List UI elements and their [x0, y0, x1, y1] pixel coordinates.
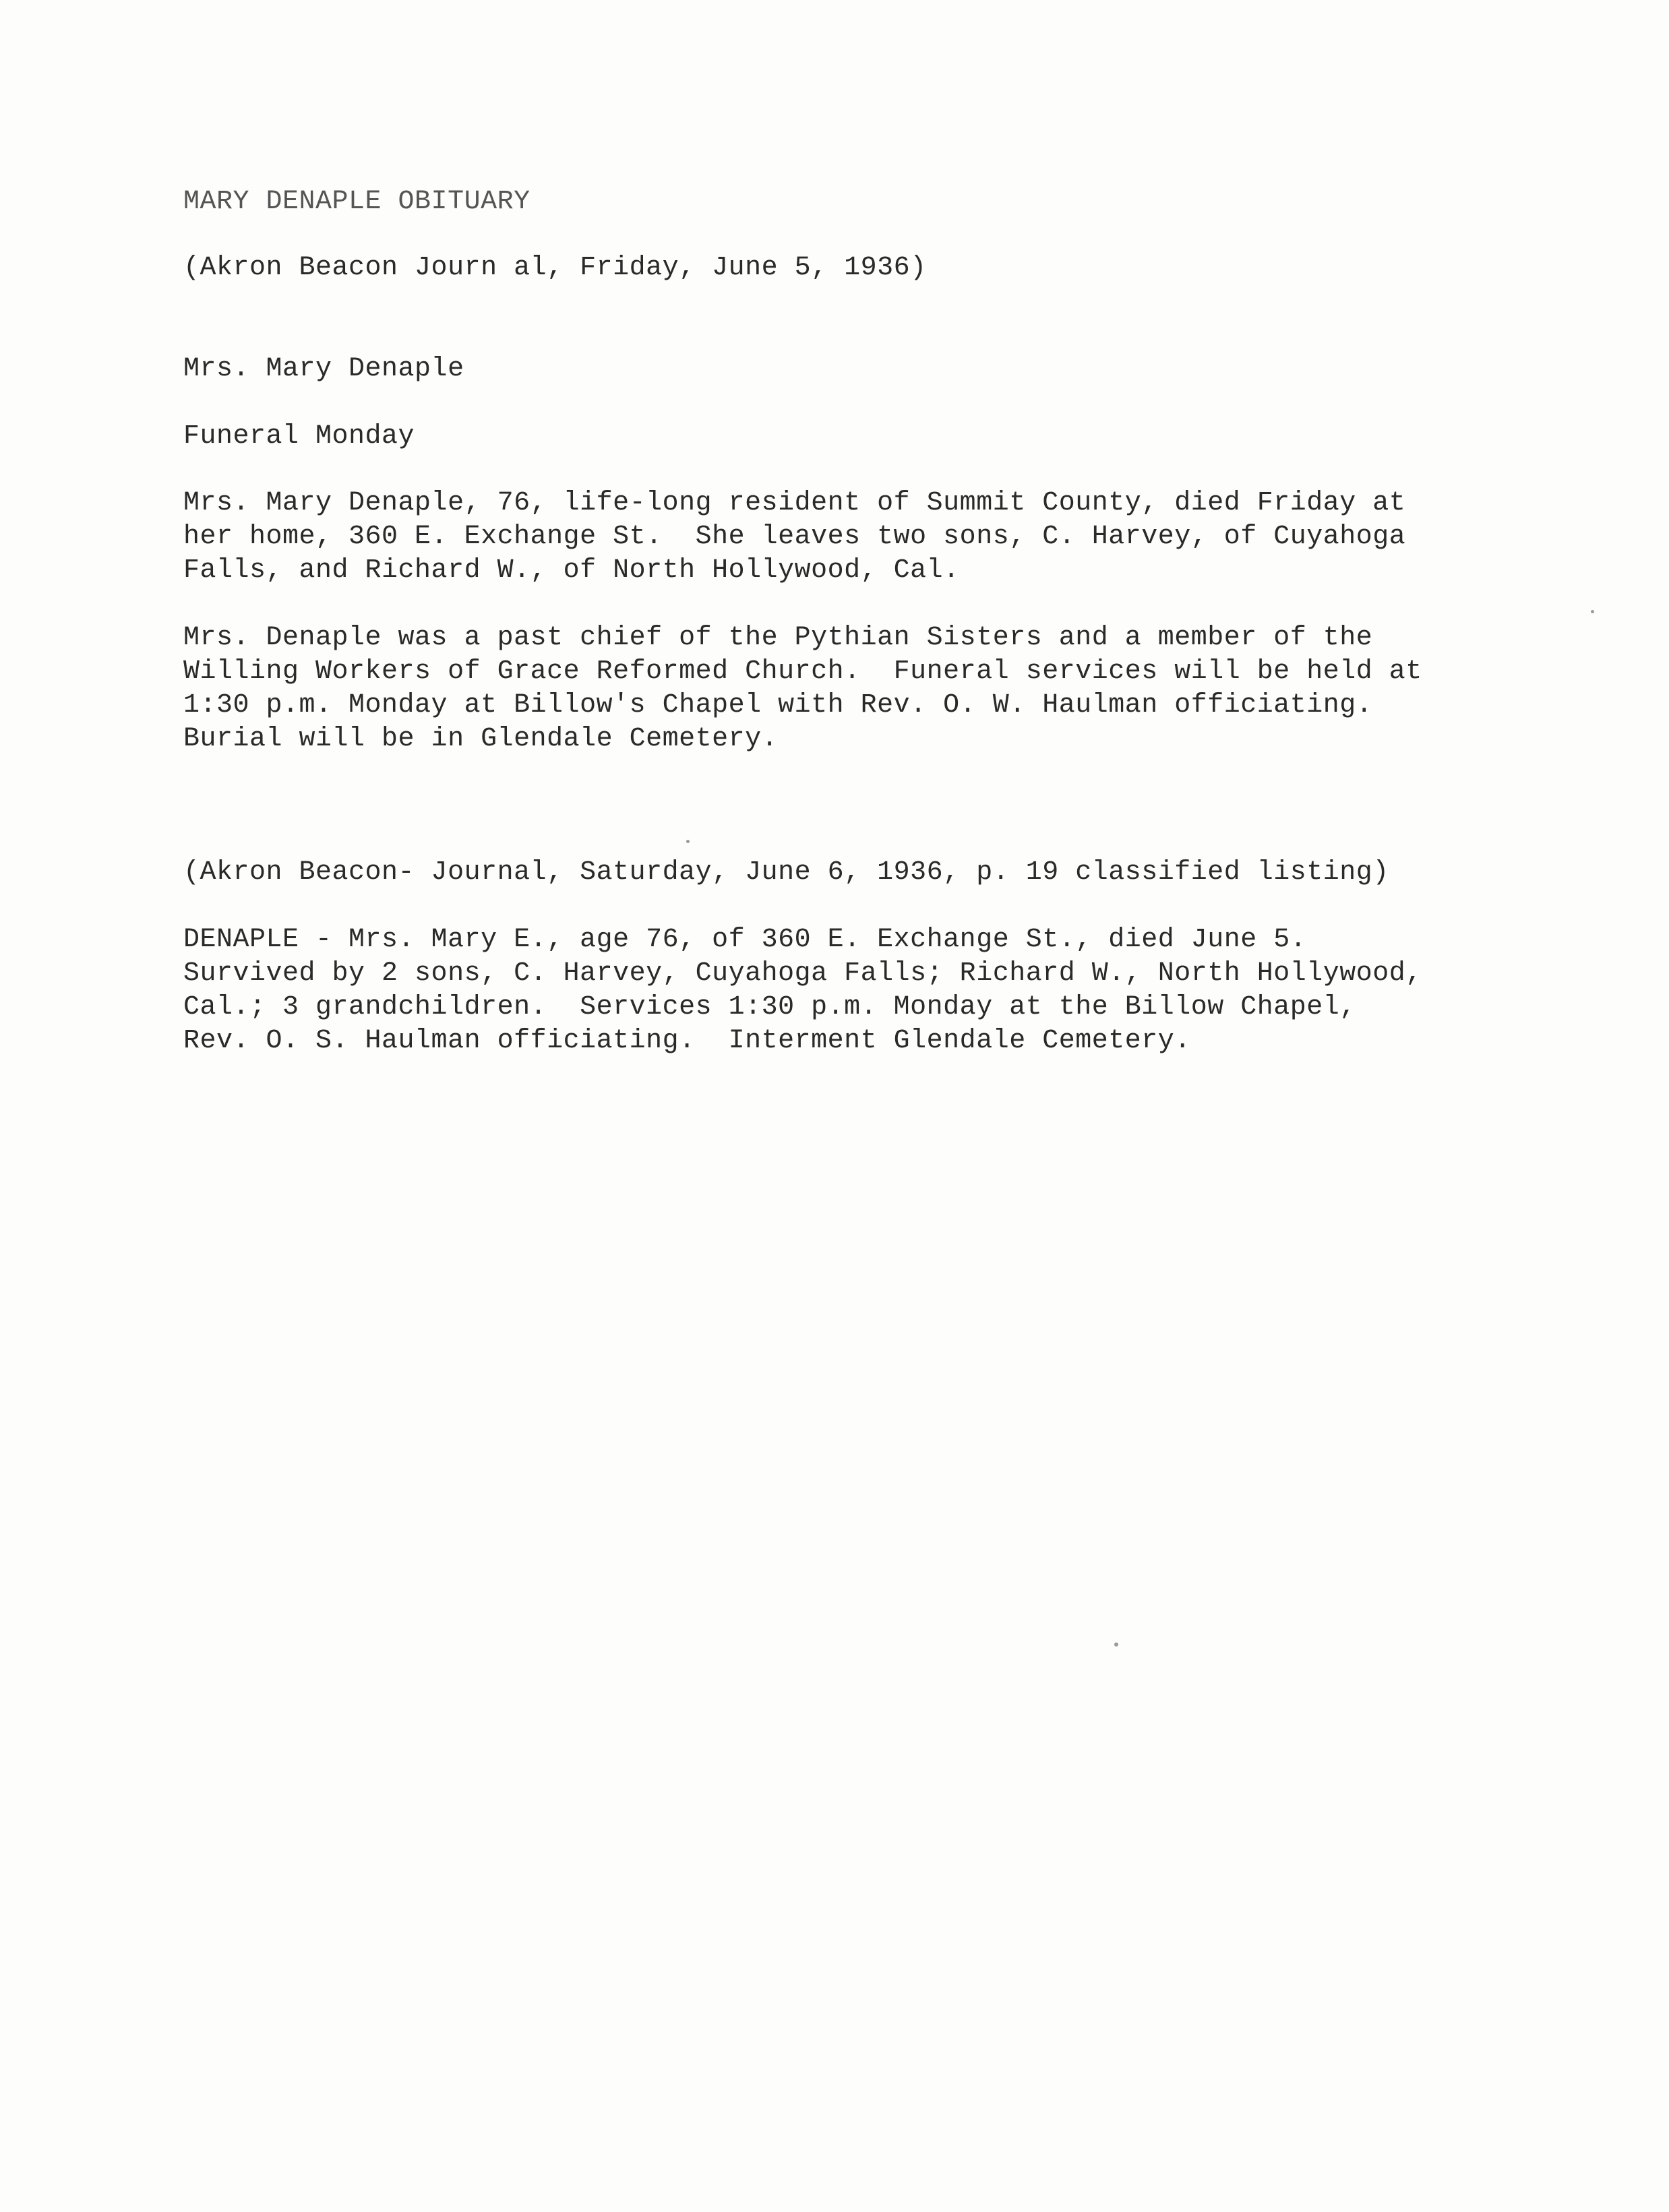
paper-speck [686, 840, 690, 843]
obituary-funeral-heading: Funeral Monday [183, 421, 415, 452]
obituary-paragraph-2: Mrs. Denaple was a past chief of the Pythian Sisters and a member of the Willing Workers of Grace Reformed Church. Funeral services will be held at 1:30 p.m. Monday at Billow's Chapel with Rev. O. W. Haulman officiating. Burial will be in Glendale Cemetery. [183, 623, 1422, 754]
source-citation-1: (Akron Beacon Journ al, Friday, June 5, 1936) [183, 253, 927, 283]
paper-speck [1114, 1642, 1118, 1647]
document-title: MARY DENAPLE OBITUARY [183, 187, 530, 217]
obituary-name-heading: Mrs. Mary Denaple [183, 354, 464, 384]
paper-speck [1591, 610, 1594, 613]
classified-listing-paragraph: DENAPLE - Mrs. Mary E., age 76, of 360 E. Exchange St., died June 5. Survived by 2 sons, C. Harvey, Cuyahoga Falls; Richard W., North Hollywood, Cal.; 3 grandchildren. Services 1:30 p.m. Monday at the Billow Chapel, Rev. O. S. Haulman officiating. Interment Glendale Cemetery. [183, 925, 1422, 1056]
obituary-paragraph-1: Mrs. Mary Denaple, 76, life-long resident of Summit County, died Friday at her home, 360 E. Exchange St. She leaves two sons, C. Harvey, of Cuyahoga Falls, and Richard W., of North Hollywood, Cal. [183, 488, 1406, 586]
source-citation-2: (Akron Beacon- Journal, Saturday, June 6, 1936, p. 19 classified listing) [183, 857, 1389, 888]
